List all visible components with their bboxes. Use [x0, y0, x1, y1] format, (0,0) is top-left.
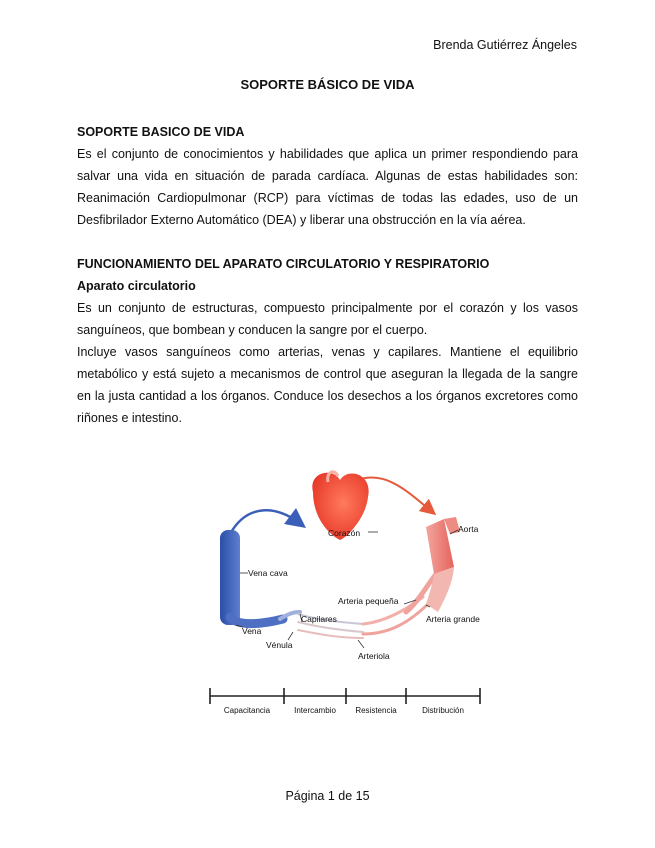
vena-cava-shape [220, 530, 240, 625]
label-large-artery: Arteria grande [426, 614, 480, 624]
section-heading: SOPORTE BASICO DE VIDA [77, 125, 245, 139]
label-heart: Corazón [328, 528, 361, 538]
section-paragraph: Es el conjunto de conocimientos y habilidades que aplica un primer respondiendo para salvar una vida en situación de parada cardíaca. Algunas de estas habilidades son: Reanimación Cardiopulmonar (RCP) para víctimas de todas las edades, uso de un Desfibrilador Externo Automático (DEA) y liberar una obstrucción en la vía aérea. [77, 147, 578, 227]
label-arteriole: Arteriola [358, 651, 390, 661]
section-paragraph: Incluye vasos sanguíneos como arterias, venas y capilares. Mantiene el equilibrio metabólico y está sujeto a mecanismos de control que aseguran la llegada de la sangre en la justa cantidad a los órganos. Conduce los desechos a los órganos excretores como riñones e intestino. [77, 345, 578, 425]
vein-shape [230, 617, 283, 624]
scale-resistance: Resistencia [355, 706, 397, 715]
label-small-artery: Arteria pequeña [338, 596, 399, 606]
section-paragraph: Es un conjunto de estructuras, compuesto principalmente por el corazón y los vasos sanguíneos, que bombean y conducen la sangre por el cuerpo. [77, 301, 578, 337]
venous-return-arrow [230, 510, 298, 534]
circulatory-diagram-svg [168, 462, 498, 726]
scale-exchange: Intercambio [294, 706, 336, 715]
section-soporte-basico [77, 121, 578, 231]
section-subheading: Aparato circulatorio [77, 279, 196, 293]
label-vena-cava: Vena cava [248, 568, 288, 578]
author-header: Brenda Gutiérrez Ángeles [433, 38, 577, 52]
vessel-function-scale [210, 688, 480, 704]
section-heading: FUNCIONAMIENTO DEL APARATO CIRCULATORIO Y RESPIRATORIO [77, 257, 490, 271]
page-number: Página 1 de 15 [285, 789, 370, 803]
label-aorta: Aorta [458, 524, 479, 534]
label-capillaries: Capilares [301, 614, 337, 624]
label-venule: Vénula [266, 640, 293, 650]
circulatory-diagram [168, 462, 498, 726]
document-title: SOPORTE BÁSICO DE VIDA [240, 77, 415, 92]
scale-capacitance: Capacitancia [223, 706, 271, 715]
label-vein: Vena [242, 626, 262, 636]
scale-distribution: Distribución [422, 706, 464, 715]
section-funcionamiento [77, 253, 578, 429]
